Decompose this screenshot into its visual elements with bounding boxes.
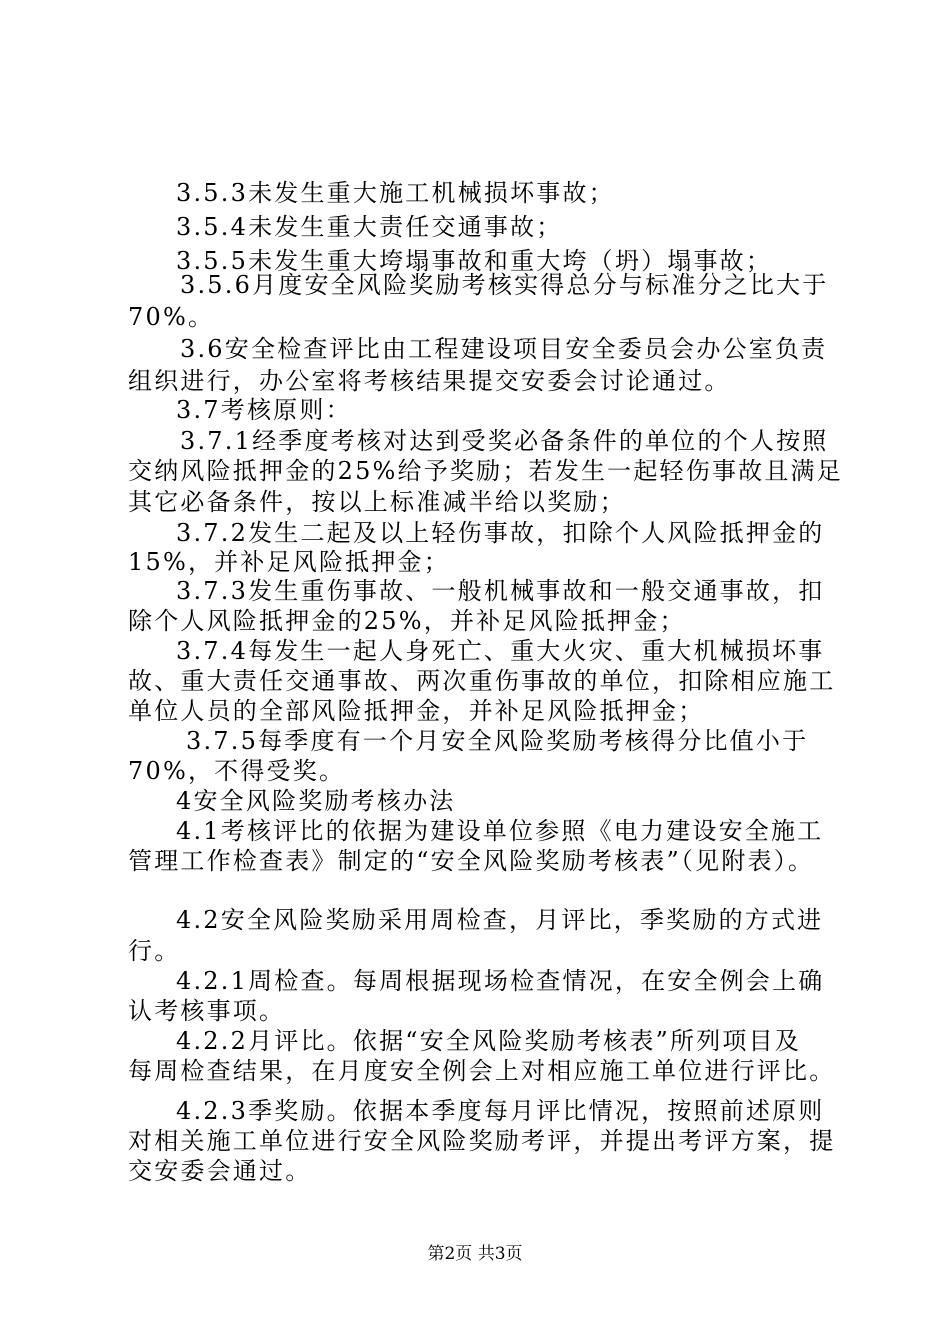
text-line: 70%。 <box>128 303 215 331</box>
text-line: 3.7.4每发生一起人身死亡、重大火灾、重大机械损坏事 <box>176 637 825 665</box>
text-line: 70%，不得受奖。 <box>128 757 346 785</box>
text-line: 认考核事项。 <box>128 997 286 1025</box>
section-heading: 4安全风险奖励考核办法 <box>176 787 456 815</box>
text-line: 3.7.1经季度考核对达到受奖必备条件的单位的个人按照 <box>180 427 829 455</box>
text-line: 15%，并补足风险抵押金； <box>128 548 450 576</box>
text-line: 行。 <box>128 937 181 965</box>
text-line: 3.7.5每季度有一个月安全风险奖励考核得分比值小于 <box>186 727 809 755</box>
text-line: 故、重大责任交通事故、两次重伤事故的单位，扣除相应施工 <box>128 667 836 695</box>
text-line: 组织进行，办公室将考核结果提交安委会讨论通过。 <box>128 367 731 395</box>
text-line: 3.5.6月度安全风险奖励考核实得总分与标准分之比大于 <box>180 271 829 299</box>
text-line: 对相关施工单位进行安全风险奖励考评，并提出考评方案，提 <box>128 1127 836 1155</box>
text-line: 4.2.3季奖励。依据本季度每月评比情况，按照前述原则 <box>176 1097 825 1125</box>
text-line: 单位人员的全部风险抵押金，并补足风险抵押金； <box>128 697 705 725</box>
text-line: 3.7考核原则： <box>176 396 352 424</box>
text-line: 管理工作检查表》制定的“安全风险奖励考核表”（见附表）。 <box>128 847 815 875</box>
text-line: 4.1考核评比的依据为建设单位参照《电力建设安全施工 <box>176 817 824 845</box>
text-line: 每周检查结果，在月度安全例会上对相应施工单位进行评比。 <box>128 1057 836 1085</box>
text-line: 其它必备条件，按以上标准减半给以奖励； <box>128 488 626 516</box>
text-line: 4.2.1周检查。每周根据现场检查情况，在安全例会上确 <box>176 967 825 995</box>
text-line: 除个人风险抵押金的25%，并补足风险抵押金； <box>128 607 686 635</box>
text-line: 4.2安全风险奖励采用周检查，月评比，季奖励的方式进 <box>176 906 824 934</box>
page-footer: 第2页 共3页 <box>427 1244 523 1264</box>
text-line: 3.5.4未发生重大责任交通事故； <box>176 213 563 241</box>
text-line: 3.6安全检查评比由工程建设项目安全委员会办公室负责 <box>180 335 828 363</box>
text-line: 3.7.2发生二起及以上轻伤事故，扣除个人风险抵押金的 <box>176 519 825 547</box>
text-line: 交安委会通过。 <box>128 1157 312 1185</box>
text-line: 4.2.2月评比。依据“安全风险奖励考核表”所列项目及 <box>176 1027 802 1055</box>
text-line: 3.7.3发生重伤事故、一般机械事故和一般交通事故，扣 <box>176 577 825 605</box>
text-line: 3.5.3未发生重大施工机械损坏事故； <box>176 179 615 207</box>
text-line: 交纳风险抵押金的25%给予奖励；若发生一起轻伤事故且满足 <box>128 457 843 485</box>
text-line: 3.5.5未发生重大垮塌事故和重大垮（坍）塌事故； <box>176 247 773 275</box>
